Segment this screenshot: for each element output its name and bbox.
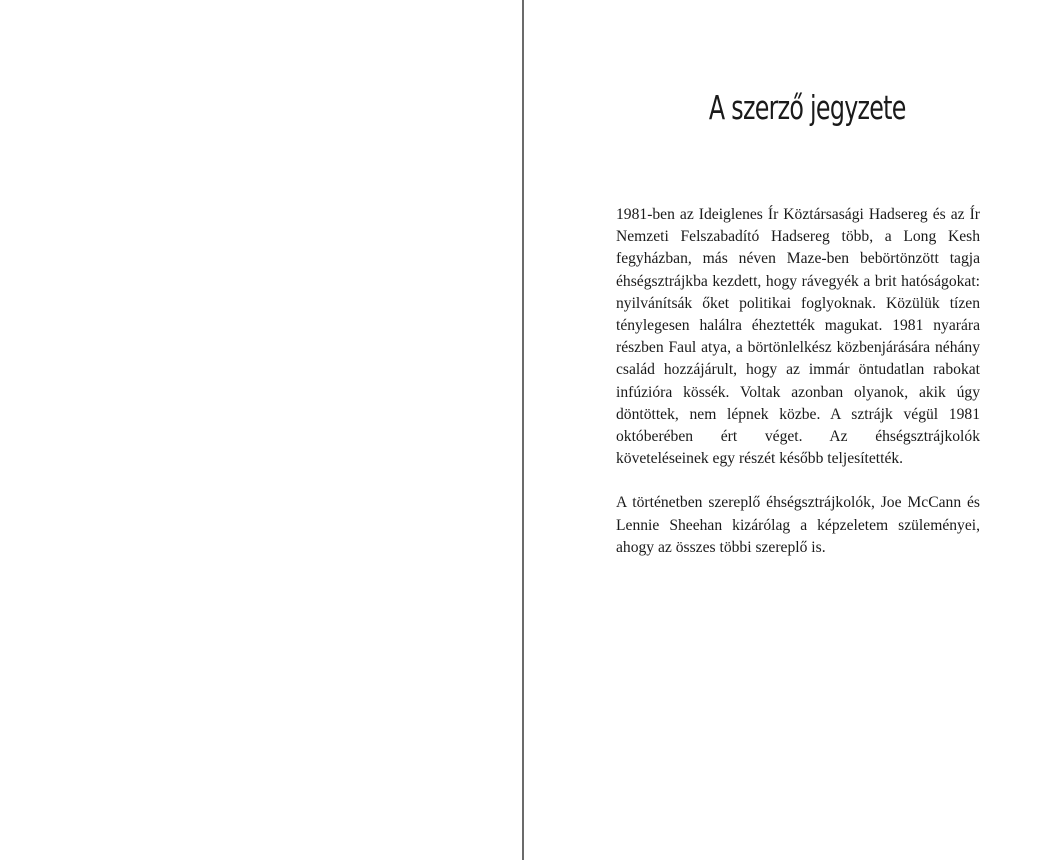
right-page xyxy=(524,0,1054,860)
paragraph-1: 1981-ben az Ideiglenes Ír Köztársasági Hadsereg és az Ír Nemzeti Felszabadító Hadsereg több, a Long Kesh fegyházban, más néven Maze-ben bebörtönzött tagja éhségsztrájkba kezdett, hogy rávegyék a brit hatóságokat: nyilvánítsák őket politikai foglyoknak. Közülük tízen ténylegesen halálra éheztették magukat. 1981 nyarára részben Faul atya, a börtönlelkész közbenjárására néhány család hozzájárult, hogy az immár öntudatlan rabokat infúzióra kössék. Voltak azonban olyanok, akik úgy döntöttek, nem lépnek közbe. A sztrájk végül 1981 októberében ért véget. Az éhségsztrájkolók követeléseinek egy részét később teljesítették. xyxy=(616,206,980,468)
note-body xyxy=(616,204,980,559)
paragraph-2: A történetben szereplő éhségsztrájkolók, Joe McCann és Lennie Sheehan kizárólag a képzeletem szüleményei, ahogy az összes többi szereplő is. xyxy=(616,494,980,556)
left-page-blank xyxy=(0,0,522,860)
page-title: A szerző jegyzete xyxy=(708,88,906,127)
